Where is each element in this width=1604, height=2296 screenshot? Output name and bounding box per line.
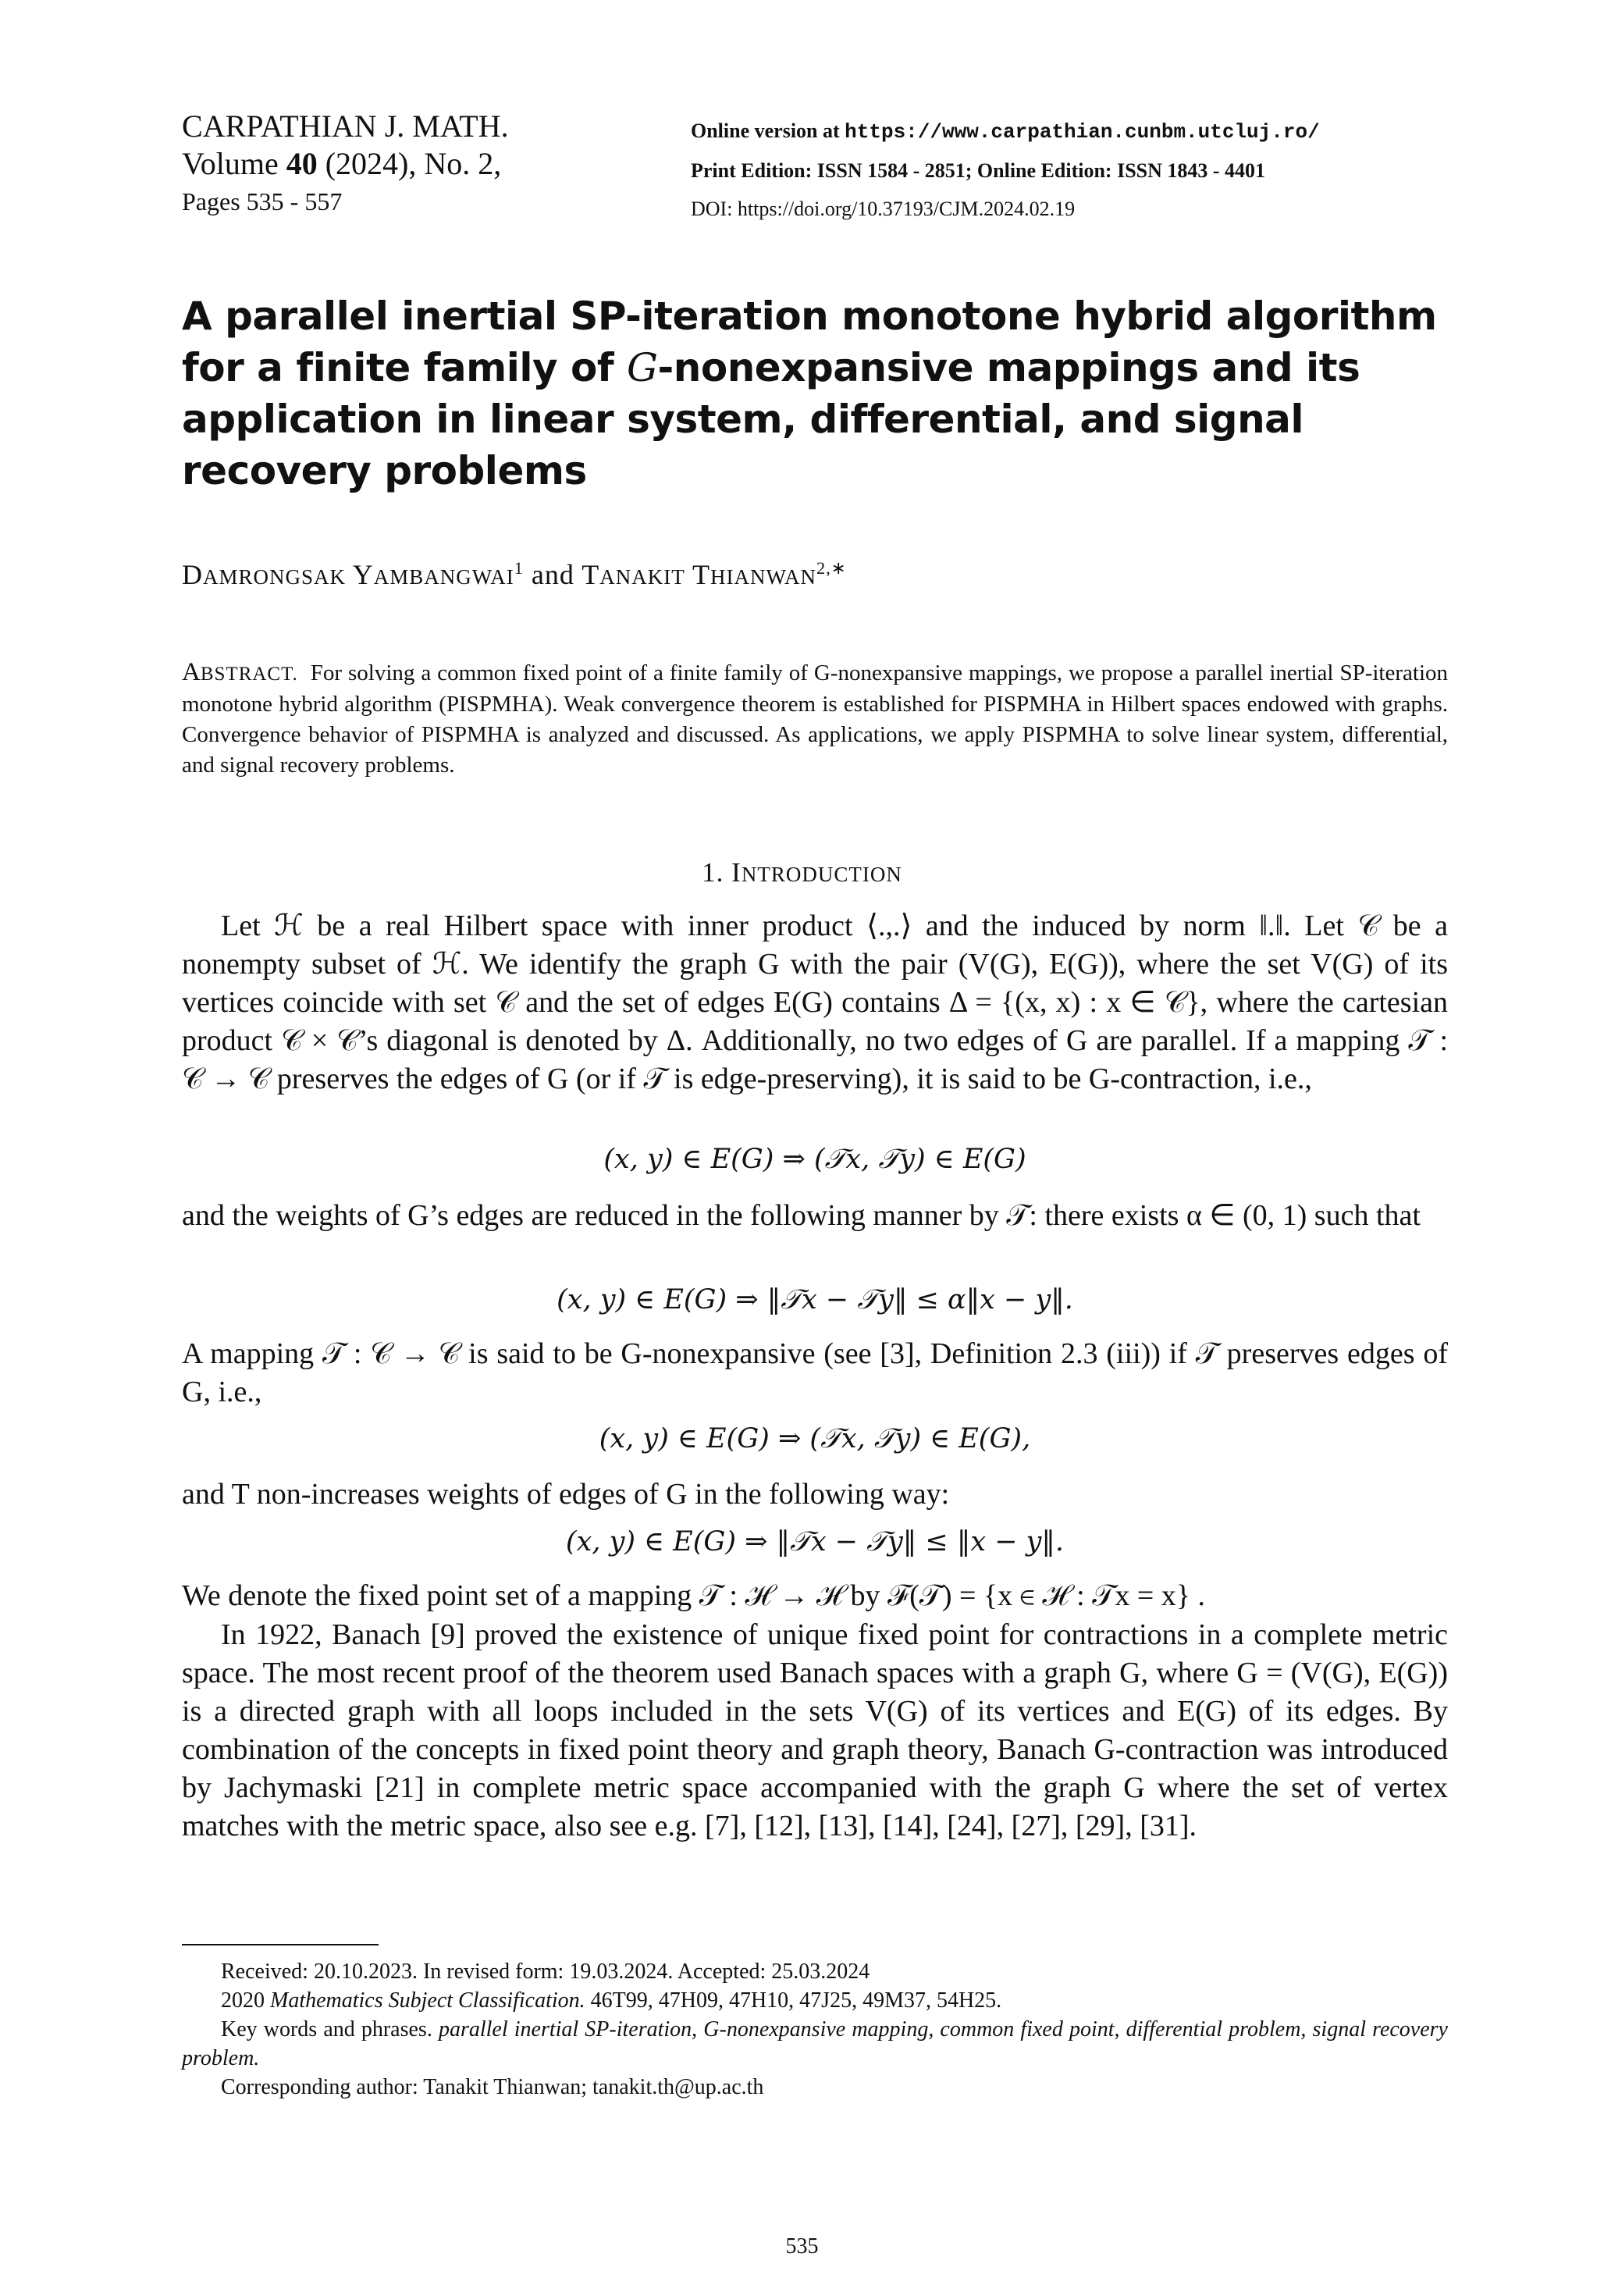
keywords: Key words and phrases. parallel inertial SP-iteration, G-nonexpansive mapping, common fixed point, differential problem, signal recovery problem. <box>182 2017 1448 2070</box>
equation-4: (x, y) ∈ E(G) ⇒ ‖𝒯x − 𝒯y‖ ≤ ‖x − y‖. <box>565 1526 1065 1557</box>
section-heading: 1. INTRODUCTION <box>702 857 902 888</box>
received-dates: Received: 20.10.2023. In revised form: 19.03.2024. Accepted: 25.03.2024 <box>221 1960 870 1984</box>
volume-line: Volume 40 (2024), No. 2, <box>182 146 502 181</box>
abstract-label: ABSTRACT. <box>182 658 298 686</box>
abstract <box>182 657 1448 781</box>
online-version-line: Online version at https://www.carpathian.cunbm.utcluj.ro/ <box>691 119 1320 144</box>
publication-info <box>691 112 1320 228</box>
footnotes <box>182 1957 1448 2102</box>
page-number: 535 <box>785 2234 819 2259</box>
intro-paragraph-5: We denote the fixed point set of a mapping 𝒯 : ℋ → ℋ by ℱ(𝒯) = {x ∈ ℋ : 𝒯x = x} . <box>182 1579 1205 1612</box>
equation-2: (x, y) ∈ E(G) ⇒ ‖𝒯x − 𝒯y‖ ≤ α‖x − y‖. <box>557 1284 1073 1315</box>
intro-paragraph-4: and T non-increases weights of edges of G in the following way: <box>182 1478 950 1511</box>
abstract-text: For solving a common fixed point of a finite family of G-nonexpansive mappings, we propose a parallel inertial SP-iteration monotone hybrid algorithm (PISPMHA). Weak convergence theorem is established for PISPMHA in Hilbert spaces endowed with graphs. Convergence behavior of PISPMHA is analyzed and discussed. As applications, we apply PISPMHA to solve linear system, differential, and signal recovery problems. <box>182 660 1449 778</box>
issn-line: Print Edition: ISSN 1584 - 2851; Online Edition: ISSN 1843 - 4401 <box>691 159 1266 182</box>
intro-paragraph-6: In 1922, Banach [9] proved the existence of unique fixed point for contractions in a complete metric space. The most recent proof of the theorem used Banach spaces with a graph G, where G = (V(G), E(G)) is a directed graph with all loops included in the sets V(G) of its vertices and E(G) of its edges. By combination of the concepts in fixed point theory and graph theory, Banach G-contraction was introduced by Jachymaski [21] in complete metric space accompanied with the graph G where the set of vertex matches with the metric space, also see e.g. [7], [12], [13], [14], [24], [27], [29], [31]. <box>182 1618 1448 1842</box>
intro-paragraph-3: A mapping 𝒯 : 𝒞 → 𝒞 is said to be G-nonexpansive (see [3], Definition 2.3 (iii)) if 𝒯 preserves edges of G, i.e., <box>182 1337 1448 1408</box>
author-conjunction: and <box>531 559 574 590</box>
equation-1: (x, y) ∈ E(G) ⇒ (𝒯x, 𝒯y) ∈ E(G) <box>603 1144 1026 1175</box>
msc-classification: 2020 Mathematics Subject Classification. 46T99, 47H09, 47H10, 47J25, 49M37, 54H25. <box>221 1988 1002 2013</box>
journal-header <box>182 108 509 220</box>
doi-line[interactable]: DOI: https://doi.org/10.37193/CJM.2024.02.19 <box>691 198 1076 220</box>
volume-number: 40 <box>286 146 318 181</box>
author-1: DAMRONGSAK YAMBANGWAI$^1$ <box>182 558 524 590</box>
author-line <box>182 558 846 591</box>
footnote-rule <box>182 1944 379 1945</box>
paper-title: A parallel inertial SP-iteration monotone hybrid algorithm for a finite family of G-nonexpansive mappings and its application in linear system, differential, and signal recovery problems <box>182 294 1437 493</box>
intro-paragraph-1: Let ℋ be a real Hilbert space with inner product ⟨.,.⟩ and the induced by norm ‖.‖. Let 𝒞 be a nonempty subset of ℋ. We identify the graph G with the pair (V(G), E(G)), where the set V(G) of its vertices coincide with set 𝒞 and the set of edges E(G) contains Δ = {(x, x) : x ∈ 𝒞}, where the cartesian product 𝒞 × 𝒞’s diagonal is denoted by Δ. Additionally, no two edges of G are parallel. If a mapping 𝒯 : 𝒞 → 𝒞 preserves the edges of G (or if 𝒯 is edge-preserving), it is said to be G-contraction, i.e., <box>182 910 1448 1095</box>
intro-paragraph-2: and the weights of G’s edges are reduced in the following manner by 𝒯: there exists α ∈ (0, 1) such that <box>182 1199 1421 1232</box>
author-2: TANAKIT $THIANWAN^{2,∗}$ <box>581 558 847 590</box>
equation-3: (x, y) ∈ E(G) ⇒ (𝒯x, 𝒯y) ∈ E(G), <box>599 1423 1031 1454</box>
corresponding-author: Corresponding author: Tanakit Thianwan; tanakit.th@up.ac.th <box>221 2075 764 2099</box>
journal-name: CARPATHIAN J. MATH. <box>182 109 509 144</box>
pages-line: Pages 535 - 557 <box>182 187 343 215</box>
online-url-link[interactable]: https://www.carpathian.cunbm.utcluj.ro/ <box>845 120 1320 144</box>
